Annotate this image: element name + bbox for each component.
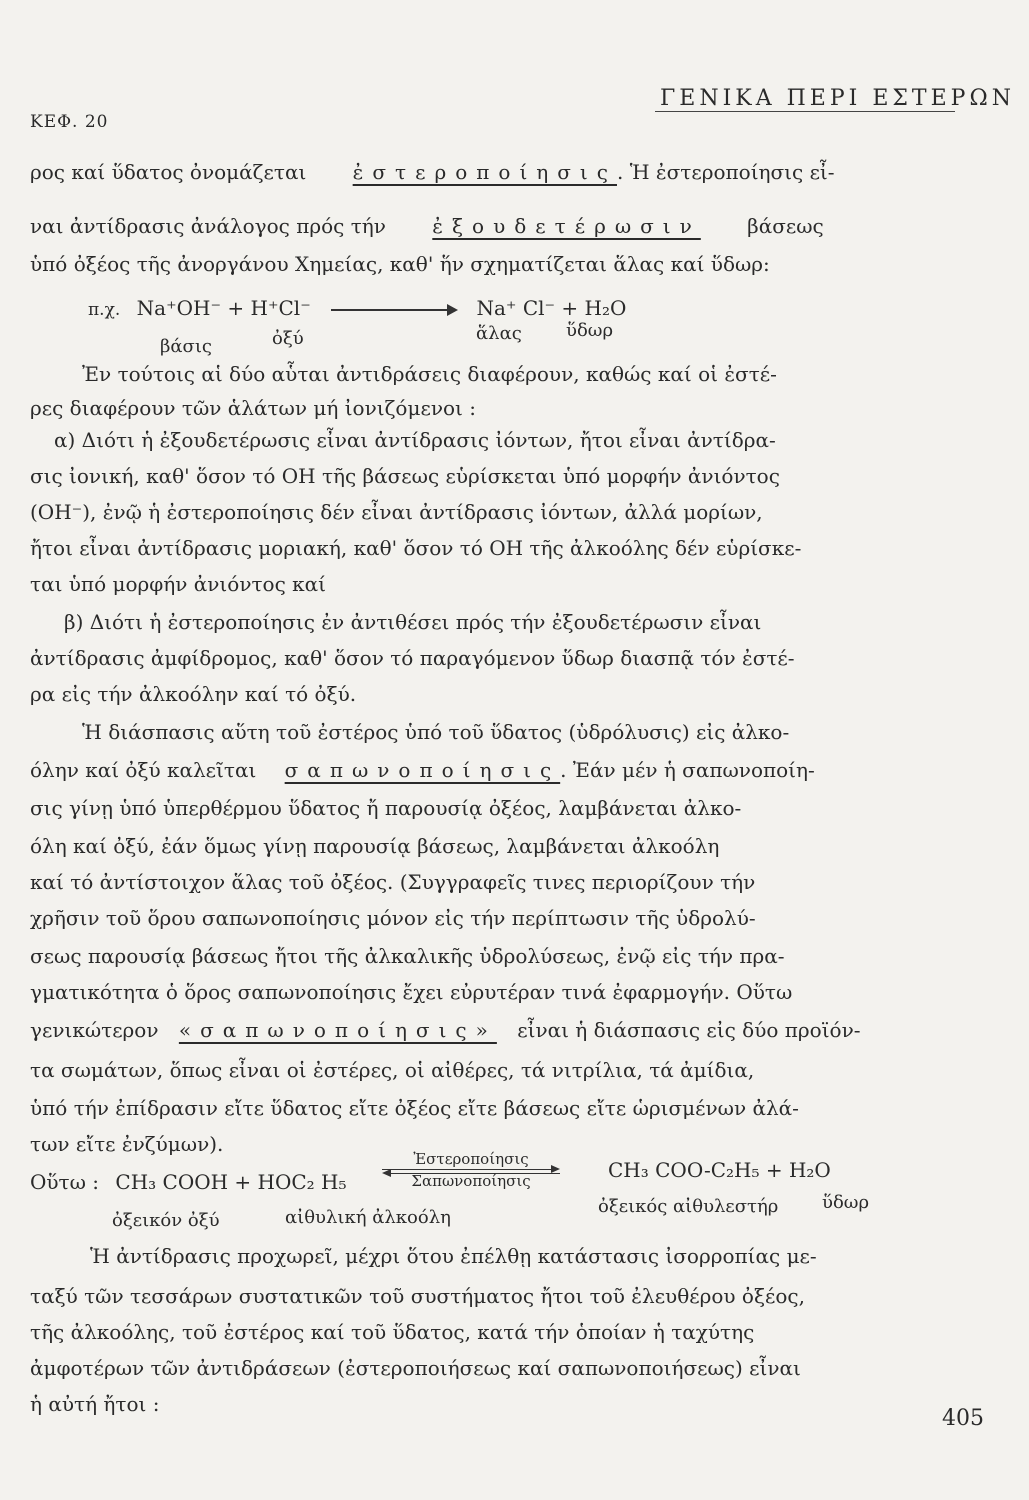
text-line-26: των εἴτε ἐνζύμων). [30,1132,224,1156]
text-line-29: ταξύ τῶν τεσσάρων συστατικῶν τοῦ συστήματος ἤτοι τοῦ ἐλευθέρου ὀξέος, [30,1284,805,1308]
text-line-12: β) Διότι ἡ ἐστεροποίησις ἐν ἀντιθέσει πρός τήν ἐξουδετέρωσιν εἶναι [64,610,762,634]
equation-2-rhs: CH₃ COO-C₂H₅ + H₂O [608,1158,831,1182]
text-line-1-c: . Ἡ ἐστεροποίησις εἶ- [616,160,835,184]
text-line-28: Ἡ ἀντίδρασις προχωρεῖ, μέχρι ὅτου ἐπέλθῃ κατάστασις ἰσορροπίας με- [90,1244,817,1268]
text-line-25: ὑπό τήν ἐπίδρασιν εἴτε ὕδατος εἴτε ὀξέος εἴτε βάσεως εἴτε ὡρισμένων ἀλά- [30,1096,799,1120]
page-title: ΓΕΝΙΚΑ ΠΕΡΙ ΕΣΤΕΡΩΝ [660,86,1015,111]
label-acid: ὀξύ [272,328,304,349]
title-underline [655,111,955,112]
label-water: ὕδωρ [566,320,614,341]
text-line-2-a: ναι ἀντίδρασις ἀνάλογος πρός τήν [30,214,386,238]
text-line-10: ἤτοι εἶναι ἀντίδρασις μοριακή, καθ' ὅσον τό ΟΗ τῆς ἀλκοόλης δέν εὑρίσκε- [30,536,802,560]
arrow-label-saponification: Σαπωνοποίησις [411,1172,531,1190]
text-line-23-c: εἶναι ἡ διάσπασις εἰς δύο προϊόν- [517,1018,861,1042]
text-line-3: ὑπό ὀξέος τῆς ἀνοργάνου Χημείας, καθ' ἥν σχηματίζεται ἅλας καί ὕδωρ: [30,252,770,276]
label-ethyl-acetate: ὀξεικός αἰθυλεστήρ [598,1196,779,1217]
equation-2-lhs-block [30,1170,347,1194]
equation-2-prefix: Οὕτω : [30,1170,100,1194]
text-line-6: ρες διαφέρουν τῶν ἁλάτων μή ἰονιζόμενοι : [30,396,476,420]
reversible-arrow [382,1150,560,1190]
text-line-31: ἀμφοτέρων τῶν ἀντιδράσεων (ἐστεροποιήσεως καί σαπωνοποιήσεως) εἶναι [30,1356,801,1380]
text-line-13: ἀντίδρασις ἀμφίδρομος, καθ' ὅσον τό παραγόμενον ὕδωρ διασπᾷ τόν ἐστέ- [30,646,795,670]
text-line-22: γματικότητα ὁ ὅρος σαπωνοποίησις ἔχει εὐρυτέραν τινά ἐφαρμογήν. Οὕτω [30,980,793,1004]
label-water-2: ὕδωρ [822,1192,870,1213]
text-line-18: όλη καί ὀξύ, ἐάν ὅμως γίνῃ παρουσίᾳ βάσεως, λαμβάνεται ἀλκοόλη [30,834,720,858]
text-line-21: σεως παρουσίᾳ βάσεως ἤτοι τῆς ἀλκαλικῆς ὑδρολύσεως, ἐνῷ εἰς τήν πρα- [30,944,785,968]
equation-2-lhs: CH₃ COOH + HOC₂ H₅ [115,1170,347,1194]
text-line-2 [30,214,824,238]
text-line-16-a: όλην καί ὀξύ καλεῖται [30,758,257,782]
text-line-5: Ἐν τούτοις αἱ δύο αὗται ἀντιδράσεις διαφέρουν, καθώς καί οἱ ἐστέ- [82,362,777,386]
term-saponification: σαπωνοποίησις [284,758,561,782]
label-acetic-acid: ὀξεικόν ὀξύ [112,1210,220,1231]
equation-1-prefix: π.χ. [88,300,121,320]
equation-1 [88,296,626,320]
text-line-32: ἡ αὐτή ἤτοι : [30,1392,160,1416]
text-line-14: ρα εἰς τήν ἀλκοόλην καί τό ὀξύ. [30,682,357,706]
text-line-8: σις ἰονική, καθ' ὅσον τό ΟΗ τῆς βάσεως εὑρίσκεται ὑπό μορφήν ἀνιόντος [30,464,780,488]
text-line-9: (ΟΗ⁻), ἐνῷ ἡ ἐστεροποίησις δέν εἶναι ἀντίδρασις ἰόντων, ἀλλά μορίων, [30,500,763,524]
text-line-16-c: . Ἐάν μέν ἡ σαπωνοποίη- [560,758,815,782]
text-line-11: ται ὑπό μορφήν ἀνιόντος καί [30,572,326,596]
term-esterification: ἐστεροποίησις [352,160,617,184]
text-line-1-a: ρος καί ὕδατος ὀνομάζεται [30,160,307,184]
text-line-2-c: βάσεως [747,214,824,238]
reaction-arrow-icon [331,309,456,311]
text-line-1 [30,160,835,184]
label-ethanol: αἰθυλική ἀλκοόλη [285,1207,451,1228]
text-line-16 [30,758,815,782]
text-line-24: τα σωμάτων, ὅπως εἶναι οἱ ἐστέρες, οἱ αἰθέρες, τά νιτρίλια, τά ἀμίδια, [30,1058,755,1082]
text-line-30: τῆς ἀλκοόλης, τοῦ ἐστέρος καί τοῦ ὕδατος, κατά τήν ὁποίαν ἡ ταχύτης [30,1320,755,1344]
term-saponification-quoted: «σαπωνοποίησις» [178,1018,497,1042]
arrow-label-esterification: Ἐστεροποίησις [413,1150,529,1168]
equation-1-lhs: Na⁺OH⁻ + H⁺Cl⁻ [136,296,311,320]
text-line-7: α) Διότι ἡ ἐξουδετέρωσις εἶναι ἀντίδρασις ἰόντων, ἤτοι εἶναι ἀντίδρα- [54,428,776,452]
page-number: 405 [942,1406,984,1431]
term-neutralization: ἐξουδετέρωσιν [432,214,701,238]
chapter-label: ΚΕΦ. 20 [30,112,109,132]
text-line-23 [30,1018,861,1042]
label-base: βάσις [160,336,212,357]
text-line-23-a: γενικώτερον [30,1018,159,1042]
text-line-15: Ἡ διάσπασις αὕτη τοῦ ἐστέρος ὑπό τοῦ ὕδατος (ὑδρόλυσις) εἰς ἀλκο- [82,720,790,744]
equation-1-rhs: Na⁺ Cl⁻ + H₂O [476,296,627,320]
text-line-17: σις γίνῃ ὑπό ὑπερθέρμου ὕδατος ἤ παρουσίᾳ ὀξέος, λαμβάνεται ἀλκο- [30,796,742,820]
text-line-20: χρῆσιν τοῦ ὅρου σαπωνοποίησις μόνον εἰς τήν περίπτωσιν τῆς ὑδρολύ- [30,906,756,930]
text-line-19: καί τό ἀντίστοιχον ἅλας τοῦ ὀξέος. (Συγγραφεῖς τινες περιορίζουν τήν [30,870,756,894]
forward-arrow-icon [382,1169,552,1170]
label-salt: ἅλας [476,323,522,344]
